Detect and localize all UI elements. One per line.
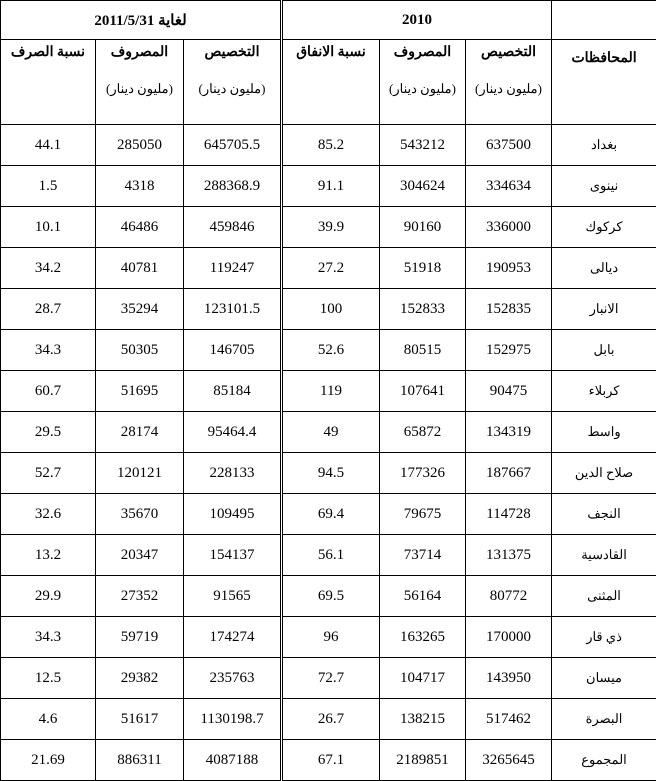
governorate-name-cell: كربلاء: [552, 371, 656, 412]
table-row: [1, 371, 656, 412]
table-row: [1, 330, 656, 371]
governorate-name-cell: الانبار: [552, 289, 656, 330]
spent-2011-cell: 20347: [96, 535, 184, 576]
spent-2011-cell: 46486: [96, 207, 184, 248]
ratio-expend-2010-cell: 119: [282, 371, 380, 412]
spent-2011-header: [96, 40, 184, 125]
allocation-2011-cell: 459846: [184, 207, 282, 248]
ratio-spend-2011-cell: 34.2: [1, 248, 96, 289]
ratio-spend-2011-cell: 32.6: [1, 494, 96, 535]
ratio-expend-2010-cell: 27.2: [282, 248, 380, 289]
spent-2011-cell: 27352: [96, 576, 184, 617]
spent-2010-cell: 152833: [380, 289, 466, 330]
allocation-2010-cell: 114728: [466, 494, 552, 535]
ratio-spend-2011-cell: 10.1: [1, 207, 96, 248]
ratio-spend-2011-cell: 4.6: [1, 699, 96, 740]
allocation-2011-cell: 109495: [184, 494, 282, 535]
allocation-2010-cell: 152975: [466, 330, 552, 371]
governorate-name-cell: ذي قار: [552, 617, 656, 658]
ratio-expend-2010-cell: 52.6: [282, 330, 380, 371]
ratio-expend-2010-cell: 26.7: [282, 699, 380, 740]
table-row: [1, 412, 656, 453]
governorate-name-cell: واسط: [552, 412, 656, 453]
table-row: [1, 207, 656, 248]
ratio-spend-header: [1, 40, 96, 125]
ratio-spend-2011-cell: 13.2: [1, 535, 96, 576]
ratio-expend-2010-cell: 91.1: [282, 166, 380, 207]
allocation-2011-cell: 95464.4: [184, 412, 282, 453]
spent-2011-cell: 285050: [96, 125, 184, 166]
governorate-name-cell: كركوك: [552, 207, 656, 248]
ratio-expend-2010-cell: 94.5: [282, 453, 380, 494]
governorate-name-cell: ميسان: [552, 658, 656, 699]
allocation-2010-cell: 187667: [466, 453, 552, 494]
governorate-name-cell: القادسية: [552, 535, 656, 576]
spent-2011-cell: 51617: [96, 699, 184, 740]
spent-2010-header: [380, 40, 466, 125]
spent-2011-cell: 40781: [96, 248, 184, 289]
ratio-expend-2010-cell: 96: [282, 617, 380, 658]
governorate-name-cell: بغداد: [552, 125, 656, 166]
spent-2010-cell: 107641: [380, 371, 466, 412]
ratio-spend-2011-cell: 12.5: [1, 658, 96, 699]
allocation-2010-cell: 143950: [466, 658, 552, 699]
spent-2011-cell: 35294: [96, 289, 184, 330]
spent-2010-cell: 80515: [380, 330, 466, 371]
spent-2011-cell: 59719: [96, 617, 184, 658]
spent-2010-cell: 163265: [380, 617, 466, 658]
allocation-2011-cell: 228133: [184, 453, 282, 494]
ratio-spend-2011-cell: 44.1: [1, 125, 96, 166]
table-row: [1, 289, 656, 330]
table-row: [1, 248, 656, 289]
allocation-2011-cell: 91565: [184, 576, 282, 617]
allocation-2010-cell: 170000: [466, 617, 552, 658]
ratio-spend-2011-cell: 34.3: [1, 617, 96, 658]
governorate-name-cell: نينوى: [552, 166, 656, 207]
spent-2010-label: المصروف: [380, 40, 465, 61]
spent-2010-cell: 104717: [380, 658, 466, 699]
ratio-spend-2011-cell: 60.7: [1, 371, 96, 412]
spent-2010-cell: 90160: [380, 207, 466, 248]
period-2010-header: 2010: [282, 1, 552, 40]
ratio-expend-2010-cell: 69.5: [282, 576, 380, 617]
allocation-2010-cell: 131375: [466, 535, 552, 576]
spent-2011-cell: 120121: [96, 453, 184, 494]
ratio-expend-label: نسبة الانفاق: [283, 40, 379, 61]
allocation-2010-cell: 517462: [466, 699, 552, 740]
governorate-name-cell: صلاح الدين: [552, 453, 656, 494]
allocation-2010-cell: 190953: [466, 248, 552, 289]
spent-2011-cell: 886311: [96, 740, 184, 781]
allocation-2011-cell: 123101.5: [184, 289, 282, 330]
table-row: [1, 125, 656, 166]
allocation-2010-cell: 134319: [466, 412, 552, 453]
ratio-spend-2011-cell: 34.3: [1, 330, 96, 371]
ratio-spend-2011-cell: 21.69: [1, 740, 96, 781]
table-row: [1, 166, 656, 207]
header-row-columns: [1, 40, 656, 125]
table-row: [1, 576, 656, 617]
spent-2011-cell: 4318: [96, 166, 184, 207]
allocation-2011-header: [184, 40, 282, 125]
ratio-expend-2010-cell: 100: [282, 289, 380, 330]
spent-2010-cell: 79675: [380, 494, 466, 535]
ratio-spend-2011-cell: 29.5: [1, 412, 96, 453]
spent-2010-cell: 138215: [380, 699, 466, 740]
spent-2010-unit: (مليون دينار): [380, 81, 465, 97]
allocation-2011-cell: 174274: [184, 617, 282, 658]
ratio-expend-2010-cell: 67.1: [282, 740, 380, 781]
spent-2010-cell: 73714: [380, 535, 466, 576]
allocation-2011-cell: 119247: [184, 248, 282, 289]
ratio-expend-2010-cell: 39.9: [282, 207, 380, 248]
table-row: [1, 535, 656, 576]
governorate-name-cell: البصرة: [552, 699, 656, 740]
spent-2010-cell: 543212: [380, 125, 466, 166]
allocation-2010-header: [466, 40, 552, 125]
period-2011-header: لغاية 2011/5/31: [1, 1, 282, 40]
spent-2011-cell: 50305: [96, 330, 184, 371]
allocation-2010-cell: 80772: [466, 576, 552, 617]
spent-2011-cell: 35670: [96, 494, 184, 535]
governorate-name-cell: بابل: [552, 330, 656, 371]
governorates-header: [552, 40, 656, 125]
spent-2010-cell: 304624: [380, 166, 466, 207]
spent-2011-cell: 29382: [96, 658, 184, 699]
allocation-2011-unit: (مليون دينار): [184, 81, 280, 97]
spent-2011-unit: (مليون دينار): [96, 81, 183, 97]
spent-2010-cell: 51918: [380, 248, 466, 289]
table-row: [1, 494, 656, 535]
empty-header-cell: [552, 1, 656, 40]
table-row: [1, 658, 656, 699]
governorate-name-cell: المثنى: [552, 576, 656, 617]
allocation-2011-label: التخصيص: [184, 40, 280, 61]
allocation-2010-cell: 637500: [466, 125, 552, 166]
ratio-spend-2011-cell: 52.7: [1, 453, 96, 494]
ratio-spend-2011-cell: 1.5: [1, 166, 96, 207]
allocation-2011-cell: 154137: [184, 535, 282, 576]
ratio-expend-2010-cell: 56.1: [282, 535, 380, 576]
spent-2011-cell: 28174: [96, 412, 184, 453]
allocation-2011-cell: 146705: [184, 330, 282, 371]
governorate-name-cell: ديالى: [552, 248, 656, 289]
header-row-periods: [1, 1, 656, 40]
ratio-spend-label: نسبة الصرف: [1, 40, 95, 61]
allocation-2010-label: التخصيص: [466, 40, 551, 61]
ratio-expend-2010-cell: 85.2: [282, 125, 380, 166]
ratio-expend-2010-cell: 49: [282, 412, 380, 453]
allocation-2011-cell: 288368.9: [184, 166, 282, 207]
ratio-expend-2010-cell: 72.7: [282, 658, 380, 699]
allocation-2011-cell: 4087188: [184, 740, 282, 781]
allocation-2011-cell: 645705.5: [184, 125, 282, 166]
allocation-2010-cell: 336000: [466, 207, 552, 248]
spent-2010-cell: 2189851: [380, 740, 466, 781]
allocation-2010-cell: 3265645: [466, 740, 552, 781]
allocation-2011-cell: 235763: [184, 658, 282, 699]
table-row: [1, 699, 656, 740]
ratio-spend-2011-cell: 29.9: [1, 576, 96, 617]
governorate-name-cell: النجف: [552, 494, 656, 535]
spent-2011-label: المصروف: [96, 40, 183, 61]
ratio-expend-2010-cell: 69.4: [282, 494, 380, 535]
spent-2010-cell: 65872: [380, 412, 466, 453]
allocation-2010-cell: 152835: [466, 289, 552, 330]
allocation-2010-cell: 90475: [466, 371, 552, 412]
allocation-2010-unit: (مليون دينار): [466, 81, 551, 97]
allocation-2011-cell: 85184: [184, 371, 282, 412]
table-row: [1, 453, 656, 494]
table-row: [1, 617, 656, 658]
total-row: [1, 740, 656, 781]
spent-2010-cell: 177326: [380, 453, 466, 494]
governorates-label: المحافظات: [552, 46, 656, 67]
governorate-name-cell: المجموع: [552, 740, 656, 781]
allocation-2011-cell: 1130198.7: [184, 699, 282, 740]
spent-2010-cell: 56164: [380, 576, 466, 617]
spent-2011-cell: 51695: [96, 371, 184, 412]
ratio-spend-2011-cell: 28.7: [1, 289, 96, 330]
ratio-expend-header: [282, 40, 380, 125]
allocation-2010-cell: 334634: [466, 166, 552, 207]
